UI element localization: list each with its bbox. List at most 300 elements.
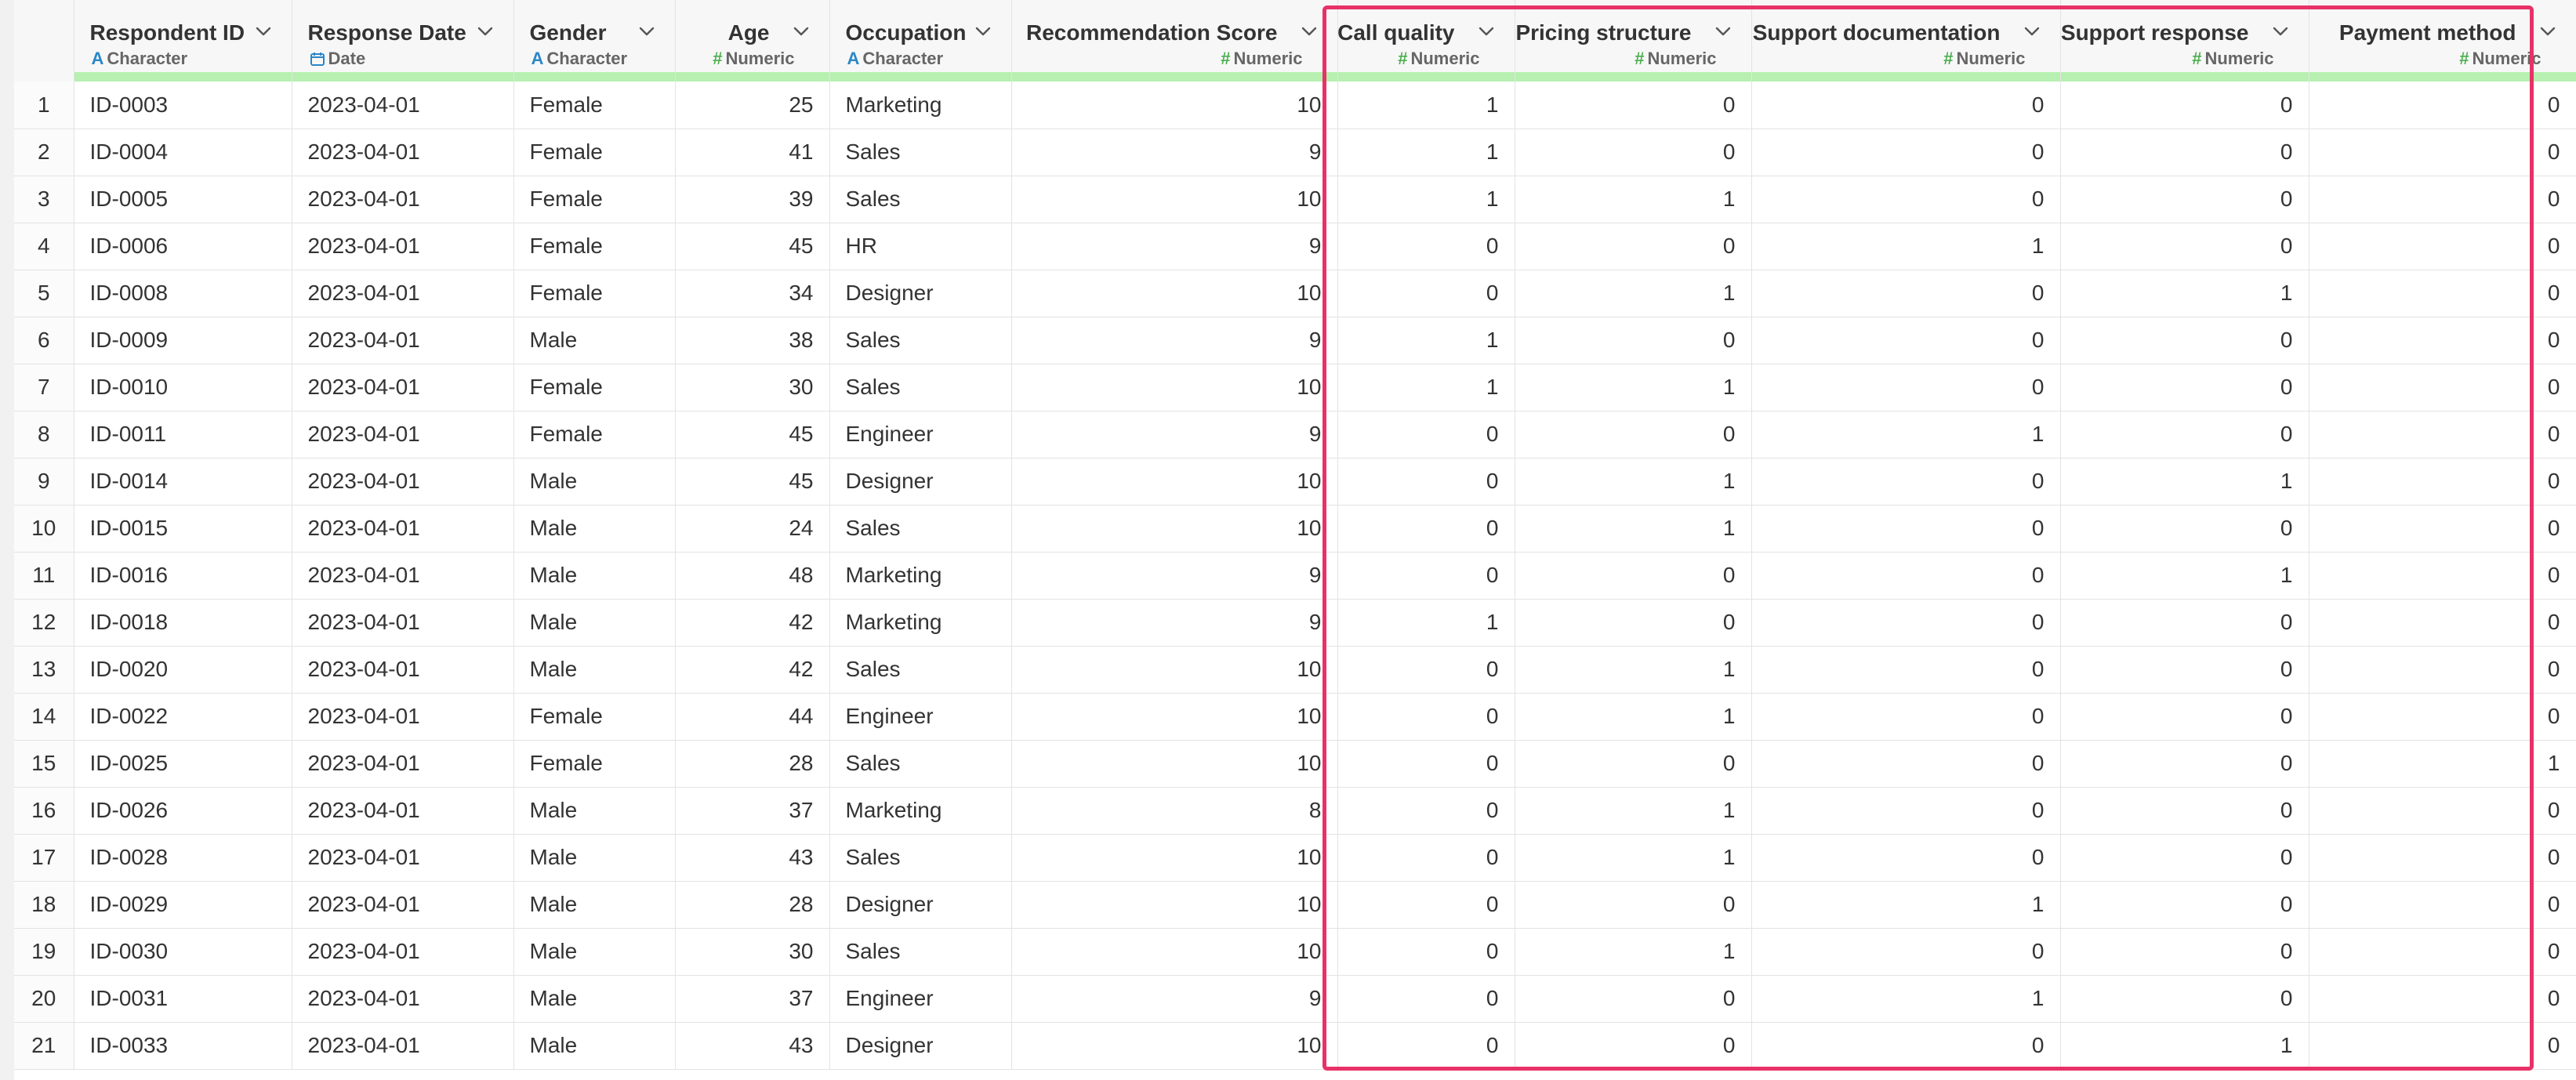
table-cell[interactable]: 0: [2309, 270, 2576, 317]
table-cell[interactable]: Male: [513, 599, 675, 646]
table-cell[interactable]: 0: [1337, 928, 1515, 975]
table-cell[interactable]: 42: [675, 646, 829, 693]
table-cell[interactable]: Sales: [829, 740, 1011, 787]
table-cell[interactable]: 2023-04-01: [292, 129, 513, 176]
table-row[interactable]: [14, 458, 2576, 505]
table-cell[interactable]: 0: [2309, 317, 2576, 364]
table-cell[interactable]: ID-0033: [74, 1022, 292, 1069]
table-cell[interactable]: 25: [675, 82, 829, 129]
table-cell[interactable]: 0: [1515, 552, 1751, 599]
table-cell[interactable]: 28: [675, 881, 829, 928]
table-cell[interactable]: 42: [675, 599, 829, 646]
table-cell[interactable]: 28: [675, 740, 829, 787]
table-cell[interactable]: 0: [1337, 552, 1515, 599]
column-type: [847, 49, 944, 69]
table-cell[interactable]: 0: [1751, 693, 2060, 740]
table-cell[interactable]: 0: [2309, 364, 2576, 411]
table-cell[interactable]: 0: [1515, 317, 1751, 364]
table-cell[interactable]: 1: [1515, 693, 1751, 740]
column-quality-bar: [2061, 72, 2309, 82]
table-cell[interactable]: 0: [1751, 1022, 2060, 1069]
table-cell[interactable]: Female: [513, 693, 675, 740]
table-cell[interactable]: 45: [675, 458, 829, 505]
table-cell[interactable]: 0: [2309, 928, 2576, 975]
table-cell[interactable]: 0: [1515, 223, 1751, 270]
table-cell[interactable]: Male: [513, 458, 675, 505]
table-cell[interactable]: 1: [1515, 646, 1751, 693]
table-cell[interactable]: 0: [2309, 129, 2576, 176]
table-cell[interactable]: 39: [675, 176, 829, 223]
table-cell[interactable]: 1: [1337, 129, 1515, 176]
column-type-label: Character: [107, 49, 188, 68]
table-cell[interactable]: 0: [2060, 176, 2309, 223]
chevron-down-icon[interactable]: [1712, 20, 1734, 42]
table-cell[interactable]: 10: [1011, 458, 1337, 505]
table-cell[interactable]: 0: [1337, 1022, 1515, 1069]
table-cell[interactable]: Female: [513, 364, 675, 411]
table-cell[interactable]: 10: [1011, 928, 1337, 975]
table-cell[interactable]: 0: [2309, 834, 2576, 881]
table-cell[interactable]: 0: [1751, 787, 2060, 834]
table-cell[interactable]: 0: [2309, 787, 2576, 834]
table-cell[interactable]: 2023-04-01: [292, 787, 513, 834]
table-cell[interactable]: 0: [1515, 975, 1751, 1022]
table-cell[interactable]: Sales: [829, 176, 1011, 223]
table-cell[interactable]: 10: [1011, 270, 1337, 317]
table-cell[interactable]: Female: [513, 223, 675, 270]
table-cell[interactable]: 0: [1751, 364, 2060, 411]
table-row[interactable]: [14, 411, 2576, 458]
table-cell[interactable]: 2023-04-01: [292, 599, 513, 646]
table-cell[interactable]: 1: [1515, 364, 1751, 411]
table-cell[interactable]: Marketing: [829, 552, 1011, 599]
table-cell[interactable]: 2023-04-01: [292, 270, 513, 317]
column-header-payment-method[interactable]: [2309, 0, 2576, 82]
table-cell[interactable]: 0: [1337, 270, 1515, 317]
table-cell[interactable]: 2023-04-01: [292, 176, 513, 223]
table-row[interactable]: [14, 317, 2576, 364]
table-row[interactable]: [14, 740, 2576, 787]
table-cell[interactable]: 0: [1751, 82, 2060, 129]
table-cell[interactable]: 30: [675, 364, 829, 411]
column-header-respondent-id[interactable]: [74, 0, 292, 82]
table-row[interactable]: [14, 599, 2576, 646]
table-cell[interactable]: ID-0025: [74, 740, 292, 787]
table-cell[interactable]: 10: [1011, 834, 1337, 881]
table-cell[interactable]: 1: [1751, 881, 2060, 928]
table-cell[interactable]: 1: [1515, 176, 1751, 223]
table-cell[interactable]: Sales: [829, 317, 1011, 364]
table-cell[interactable]: 0: [1751, 505, 2060, 552]
table-cell[interactable]: 2023-04-01: [292, 317, 513, 364]
column-name: Recommendation Score: [1025, 20, 1278, 45]
table-cell[interactable]: 0: [1337, 881, 1515, 928]
table-row[interactable]: [14, 270, 2576, 317]
table-cell[interactable]: 0: [1751, 646, 2060, 693]
table-row[interactable]: [14, 505, 2576, 552]
table-cell[interactable]: ID-0016: [74, 552, 292, 599]
table-row[interactable]: [14, 834, 2576, 881]
column-header-occupation[interactable]: [829, 0, 1011, 82]
row-number: 12: [14, 599, 74, 646]
table-cell[interactable]: 0: [2309, 552, 2576, 599]
table-cell[interactable]: 0: [1337, 740, 1515, 787]
table-cell[interactable]: 48: [675, 552, 829, 599]
chevron-down-icon[interactable]: [1298, 20, 1320, 42]
chevron-down-icon[interactable]: [2537, 20, 2559, 42]
table-cell[interactable]: 0: [1337, 411, 1515, 458]
table-cell[interactable]: 9: [1011, 317, 1337, 364]
table-cell[interactable]: 2023-04-01: [292, 975, 513, 1022]
chevron-down-icon[interactable]: [972, 20, 994, 42]
table-cell[interactable]: Male: [513, 1022, 675, 1069]
table-cell[interactable]: 0: [1337, 787, 1515, 834]
table-cell[interactable]: Male: [513, 552, 675, 599]
table-cell[interactable]: 2023-04-01: [292, 223, 513, 270]
table-cell[interactable]: 0: [1751, 129, 2060, 176]
table-cell[interactable]: 44: [675, 693, 829, 740]
table-row[interactable]: [14, 928, 2576, 975]
table-cell[interactable]: 24: [675, 505, 829, 552]
table-cell[interactable]: Male: [513, 834, 675, 881]
table-row[interactable]: [14, 82, 2576, 129]
table-cell[interactable]: 0: [2060, 787, 2309, 834]
table-cell[interactable]: 1: [1515, 505, 1751, 552]
chevron-down-icon[interactable]: [1475, 20, 1497, 42]
table-cell[interactable]: 10: [1011, 693, 1337, 740]
table-cell[interactable]: 43: [675, 1022, 829, 1069]
row-number: 19: [14, 928, 74, 975]
column-name: Call quality: [1337, 20, 1455, 45]
table-cell[interactable]: 0: [1337, 975, 1515, 1022]
table-cell[interactable]: 0: [2309, 881, 2576, 928]
table-cell[interactable]: 0: [2309, 693, 2576, 740]
table-cell[interactable]: 0: [2309, 458, 2576, 505]
table-cell[interactable]: 0: [2309, 975, 2576, 1022]
table-cell[interactable]: Sales: [829, 646, 1011, 693]
table-cell[interactable]: 0: [1337, 693, 1515, 740]
table-cell[interactable]: 2023-04-01: [292, 505, 513, 552]
table-cell[interactable]: 2023-04-01: [292, 1022, 513, 1069]
table-cell[interactable]: Female: [513, 411, 675, 458]
table-cell[interactable]: Male: [513, 881, 675, 928]
table-cell[interactable]: 10: [1011, 1022, 1337, 1069]
table-row[interactable]: [14, 364, 2576, 411]
table-cell[interactable]: 0: [2060, 411, 2309, 458]
table-cell[interactable]: 9: [1011, 411, 1337, 458]
table-cell[interactable]: 0: [2060, 364, 2309, 411]
table-cell[interactable]: 0: [1337, 646, 1515, 693]
table-cell[interactable]: ID-0029: [74, 881, 292, 928]
column-type-label: Numeric: [2204, 49, 2274, 68]
table-cell[interactable]: 0: [2060, 599, 2309, 646]
table-cell[interactable]: 2023-04-01: [292, 458, 513, 505]
column-name: Pricing structure: [1515, 20, 1692, 45]
table-cell[interactable]: 0: [1515, 881, 1751, 928]
table-cell[interactable]: 10: [1011, 505, 1337, 552]
table-cell[interactable]: 1: [1515, 458, 1751, 505]
table-cell[interactable]: 10: [1011, 82, 1337, 129]
table-cell[interactable]: 0: [2060, 82, 2309, 129]
table-cell[interactable]: 1: [2060, 458, 2309, 505]
table-cell[interactable]: 0: [1337, 505, 1515, 552]
table-cell[interactable]: ID-0011: [74, 411, 292, 458]
table-cell[interactable]: 1: [1337, 82, 1515, 129]
table-cell[interactable]: Marketing: [829, 82, 1011, 129]
table-cell[interactable]: 34: [675, 270, 829, 317]
row-number: 2: [14, 129, 74, 176]
table-row[interactable]: [14, 552, 2576, 599]
table-cell[interactable]: 1: [1751, 223, 2060, 270]
numeric-type-icon: #: [1943, 49, 1954, 68]
column-name: Payment method: [2338, 20, 2516, 45]
table-cell[interactable]: Designer: [829, 1022, 1011, 1069]
table-cell[interactable]: 0: [2060, 646, 2309, 693]
table-cell[interactable]: 2023-04-01: [292, 740, 513, 787]
table-row[interactable]: [14, 129, 2576, 176]
table-cell[interactable]: Sales: [829, 129, 1011, 176]
table-cell[interactable]: 2023-04-01: [292, 411, 513, 458]
table-cell[interactable]: ID-0005: [74, 176, 292, 223]
table-cell[interactable]: 0: [2309, 411, 2576, 458]
table-cell[interactable]: 0: [2060, 693, 2309, 740]
table-cell[interactable]: 1: [1515, 834, 1751, 881]
table-cell[interactable]: 1: [1515, 928, 1751, 975]
table-cell[interactable]: 0: [1751, 458, 2060, 505]
table-cell[interactable]: 0: [2060, 223, 2309, 270]
table-cell[interactable]: 1: [1515, 787, 1751, 834]
table-cell[interactable]: Engineer: [829, 411, 1011, 458]
table-cell[interactable]: 9: [1011, 223, 1337, 270]
column-header-support-documentation[interactable]: [1751, 0, 2060, 82]
table-cell[interactable]: Female: [513, 270, 675, 317]
table-cell[interactable]: 0: [2309, 646, 2576, 693]
column-type: [310, 49, 366, 69]
table-row[interactable]: [14, 693, 2576, 740]
table-cell[interactable]: Female: [513, 176, 675, 223]
table-cell[interactable]: 1: [2060, 552, 2309, 599]
table-cell[interactable]: 0: [2060, 740, 2309, 787]
table-cell[interactable]: Sales: [829, 928, 1011, 975]
table-cell[interactable]: Male: [513, 646, 675, 693]
table-row[interactable]: [14, 1022, 2576, 1069]
column-header-recommendation-score[interactable]: [1011, 0, 1337, 82]
numeric-type-icon: #: [2459, 49, 2469, 68]
table-cell[interactable]: Marketing: [829, 599, 1011, 646]
table-cell[interactable]: 0: [1515, 740, 1751, 787]
table-cell[interactable]: 37: [675, 975, 829, 1022]
table-cell[interactable]: 9: [1011, 552, 1337, 599]
table-cell[interactable]: 1: [1751, 411, 2060, 458]
table-cell[interactable]: 0: [1751, 270, 2060, 317]
table-cell[interactable]: Marketing: [829, 787, 1011, 834]
table-cell[interactable]: 2023-04-01: [292, 881, 513, 928]
table-cell[interactable]: 37: [675, 787, 829, 834]
table-cell[interactable]: 0: [1515, 411, 1751, 458]
table-cell[interactable]: 1: [1337, 599, 1515, 646]
table-cell[interactable]: 2023-04-01: [292, 646, 513, 693]
table-cell[interactable]: 0: [1751, 317, 2060, 364]
column-type-label: Date: [328, 49, 366, 68]
table-cell[interactable]: Female: [513, 82, 675, 129]
table-cell[interactable]: Engineer: [829, 693, 1011, 740]
column-type-label: Numeric: [1647, 49, 1717, 68]
table-cell[interactable]: ID-0022: [74, 693, 292, 740]
table-cell[interactable]: ID-0004: [74, 129, 292, 176]
table-cell[interactable]: Sales: [829, 364, 1011, 411]
column-header-call-quality[interactable]: [1337, 0, 1515, 82]
table-cell[interactable]: 1: [1751, 975, 2060, 1022]
table-cell[interactable]: ID-0003: [74, 82, 292, 129]
table-cell[interactable]: 0: [2309, 599, 2576, 646]
column-header-response-date[interactable]: [292, 0, 513, 82]
table-cell[interactable]: 0: [1751, 928, 2060, 975]
table-cell[interactable]: ID-0031: [74, 975, 292, 1022]
table-cell[interactable]: 0: [2309, 505, 2576, 552]
table-cell[interactable]: 2023-04-01: [292, 82, 513, 129]
table-cell[interactable]: 1: [2060, 270, 2309, 317]
table-cell[interactable]: ID-0015: [74, 505, 292, 552]
chevron-down-icon[interactable]: [252, 20, 274, 42]
row-number: 17: [14, 834, 74, 881]
table-cell[interactable]: ID-0006: [74, 223, 292, 270]
table-cell[interactable]: 0: [1751, 740, 2060, 787]
table-cell[interactable]: ID-0030: [74, 928, 292, 975]
chevron-down-icon[interactable]: [2269, 20, 2291, 42]
column-type-label: Numeric: [1956, 49, 2026, 68]
table-cell[interactable]: Engineer: [829, 975, 1011, 1022]
table-cell[interactable]: ID-0010: [74, 364, 292, 411]
table-cell[interactable]: 0: [1337, 223, 1515, 270]
table-cell[interactable]: 2023-04-01: [292, 928, 513, 975]
table-cell[interactable]: Male: [513, 928, 675, 975]
table-cell[interactable]: ID-0014: [74, 458, 292, 505]
row-number: 6: [14, 317, 74, 364]
table-cell[interactable]: 10: [1011, 646, 1337, 693]
table-row[interactable]: [14, 975, 2576, 1022]
table-cell[interactable]: 0: [2060, 975, 2309, 1022]
table-cell[interactable]: 2023-04-01: [292, 552, 513, 599]
table-cell[interactable]: 10: [1011, 740, 1337, 787]
table-cell[interactable]: 45: [675, 411, 829, 458]
chevron-down-icon[interactable]: [790, 20, 812, 42]
table-cell[interactable]: 0: [1515, 82, 1751, 129]
table-cell[interactable]: 0: [1751, 599, 2060, 646]
table-cell[interactable]: Male: [513, 317, 675, 364]
table-cell[interactable]: 0: [2309, 176, 2576, 223]
table-cell[interactable]: Male: [513, 505, 675, 552]
table-cell[interactable]: 2023-04-01: [292, 834, 513, 881]
table-cell[interactable]: ID-0020: [74, 646, 292, 693]
table-cell[interactable]: 9: [1011, 975, 1337, 1022]
table-cell[interactable]: 30: [675, 928, 829, 975]
table-row[interactable]: [14, 176, 2576, 223]
table-cell[interactable]: 1: [1337, 317, 1515, 364]
table-cell[interactable]: Designer: [829, 458, 1011, 505]
table-cell[interactable]: 0: [2060, 317, 2309, 364]
column-header-gender[interactable]: [513, 0, 675, 82]
table-cell[interactable]: 9: [1011, 129, 1337, 176]
table-cell[interactable]: 10: [1011, 176, 1337, 223]
column-header-pricing-structure[interactable]: [1515, 0, 1751, 82]
column-header-support-response[interactable]: [2060, 0, 2309, 82]
table-cell[interactable]: Female: [513, 740, 675, 787]
table-cell[interactable]: Male: [513, 787, 675, 834]
numeric-type-icon: #: [1221, 49, 1231, 68]
table-cell[interactable]: ID-0009: [74, 317, 292, 364]
chevron-down-icon[interactable]: [636, 20, 658, 42]
table-cell[interactable]: 0: [2060, 881, 2309, 928]
table-cell[interactable]: 0: [2060, 928, 2309, 975]
table-cell[interactable]: 0: [1751, 552, 2060, 599]
table-cell[interactable]: Sales: [829, 505, 1011, 552]
table-row[interactable]: [14, 223, 2576, 270]
numeric-type-icon: #: [713, 49, 723, 68]
table-cell[interactable]: Designer: [829, 270, 1011, 317]
table-cell[interactable]: 43: [675, 834, 829, 881]
table-cell[interactable]: 10: [1011, 881, 1337, 928]
table-cell[interactable]: 9: [1011, 599, 1337, 646]
table-cell[interactable]: 0: [2309, 82, 2576, 129]
table-row[interactable]: [14, 646, 2576, 693]
table-cell[interactable]: ID-0018: [74, 599, 292, 646]
table-cell[interactable]: 1: [1337, 364, 1515, 411]
table-cell[interactable]: 0: [2309, 223, 2576, 270]
table-cell[interactable]: Female: [513, 129, 675, 176]
table-cell[interactable]: 1: [2060, 1022, 2309, 1069]
table-cell[interactable]: 0: [1751, 834, 2060, 881]
table-cell[interactable]: ID-0028: [74, 834, 292, 881]
character-type-icon: A: [531, 49, 544, 68]
table-cell[interactable]: 1: [1515, 270, 1751, 317]
character-type-icon: A: [847, 49, 860, 68]
table-row[interactable]: [14, 787, 2576, 834]
table-cell[interactable]: 10: [1011, 364, 1337, 411]
table-cell[interactable]: HR: [829, 223, 1011, 270]
table-cell[interactable]: 38: [675, 317, 829, 364]
table-cell[interactable]: Designer: [829, 881, 1011, 928]
column-type: [2459, 49, 2541, 69]
column-header-age[interactable]: [675, 0, 829, 82]
table-cell[interactable]: 0: [2060, 505, 2309, 552]
chevron-down-icon[interactable]: [2021, 20, 2043, 42]
table-cell[interactable]: 1: [1337, 176, 1515, 223]
table-cell[interactable]: 0: [1337, 458, 1515, 505]
table-cell[interactable]: 41: [675, 129, 829, 176]
table-cell[interactable]: Male: [513, 975, 675, 1022]
table-cell[interactable]: 2023-04-01: [292, 364, 513, 411]
table-cell[interactable]: 0: [1515, 599, 1751, 646]
table-cell[interactable]: 0: [2309, 1022, 2576, 1069]
table-cell[interactable]: ID-0008: [74, 270, 292, 317]
table-cell[interactable]: 0: [1515, 129, 1751, 176]
table-cell[interactable]: 1: [2309, 740, 2576, 787]
table-cell[interactable]: 0: [2060, 129, 2309, 176]
table-cell[interactable]: 0: [1751, 176, 2060, 223]
row-number: 7: [14, 364, 74, 411]
table-cell[interactable]: 0: [2060, 834, 2309, 881]
table-cell[interactable]: 0: [1515, 1022, 1751, 1069]
row-number: 14: [14, 693, 74, 740]
table-cell[interactable]: ID-0026: [74, 787, 292, 834]
table-cell[interactable]: 8: [1011, 787, 1337, 834]
chevron-down-icon[interactable]: [474, 20, 496, 42]
table-row[interactable]: [14, 881, 2576, 928]
table-cell[interactable]: 0: [1337, 834, 1515, 881]
table-cell[interactable]: 45: [675, 223, 829, 270]
table-cell[interactable]: Sales: [829, 834, 1011, 881]
table-cell[interactable]: 2023-04-01: [292, 693, 513, 740]
